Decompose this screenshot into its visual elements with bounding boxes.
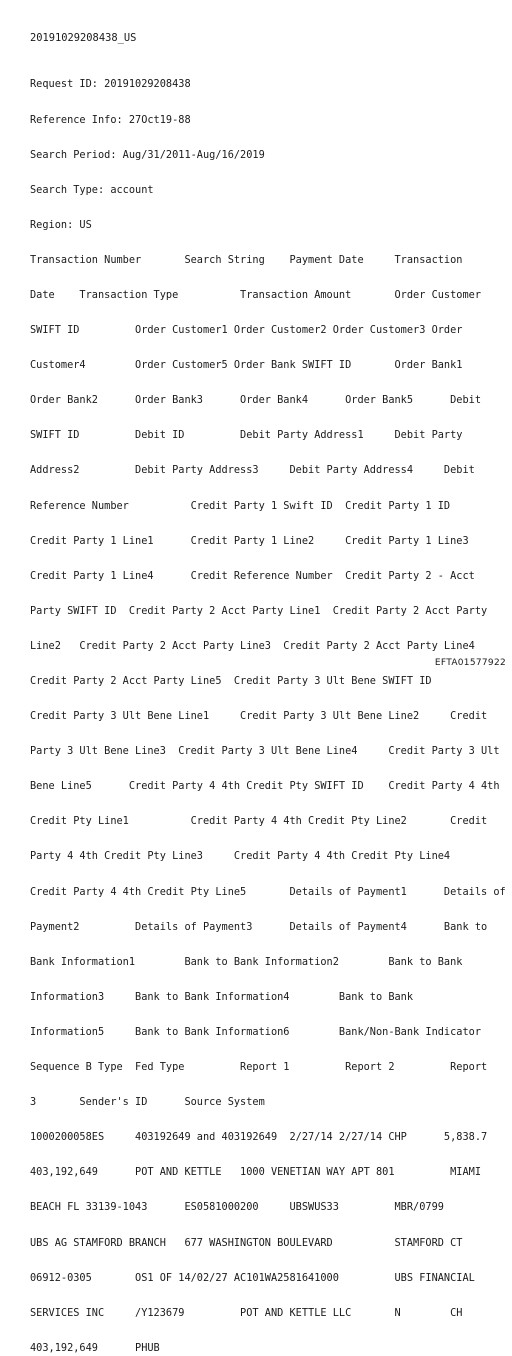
text-line: Search Type: account [30, 183, 154, 196]
text-line: Line2 Credit Party 2 Acct Party Line3 Credit Party 2 Acct Party Line4 [30, 639, 475, 652]
document-body [30, 56, 512, 1356]
document-footer-id: EFTA01577922 [434, 658, 506, 668]
text-line: Reference Number Credit Party 1 Swift ID Credit Party 1 ID [30, 499, 451, 512]
text-line: 403,192,649 PHUB [30, 1341, 160, 1354]
text-line: Date Transaction Type Transaction Amount Order Customer [30, 288, 482, 301]
text-line: Party SWIFT ID Credit Party 2 Acct Party Line1 Credit Party 2 Acct Party [30, 604, 488, 617]
text-line: Party 4 4th Credit Pty Line3 Credit Party 4 4th Credit Pty Line4 [30, 850, 451, 863]
text-line: Transaction Number Search String Payment Date Transaction [30, 253, 463, 266]
text-line: SERVICES INC /Y123679 POT AND KETTLE LLC N CH [30, 1306, 463, 1319]
text-line: Credit Party 1 Line4 Credit Reference Number Credit Party 2 - Acct [30, 569, 475, 582]
text-line: Credit Party 3 Ult Bene Line1 Credit Party 3 Ult Bene Line2 Credit [30, 710, 488, 723]
text-line: 3 Sender's ID Source System [30, 1096, 265, 1109]
text-line: Bene Line5 Credit Party 4 4th Credit Pty SWIFT ID Credit Party 4 4th [30, 780, 500, 793]
text-line: 403,192,649 POT AND KETTLE 1000 VENETIAN WAY APT 801 MIAMI [30, 1166, 482, 1179]
text-line: Information3 Bank to Bank Information4 Bank to Bank [30, 990, 414, 1003]
text-line: Party 3 Ult Bene Line3 Credit Party 3 Ult Bene Line4 Credit Party 3 Ult [30, 745, 500, 758]
text-line: Information5 Bank to Bank Information6 Bank/Non-Bank Indicator [30, 1025, 482, 1038]
text-line: SWIFT ID Debit ID Debit Party Address1 Debit Party [30, 429, 463, 442]
text-line: Credit Party 1 Line1 Credit Party 1 Line2 Credit Party 1 Line3 [30, 534, 469, 547]
text-line: SWIFT ID Order Customer1 Order Customer2 Order Customer3 Order [30, 324, 463, 337]
document-title: 20191029208438_US [30, 32, 137, 44]
text-line: BEACH FL 33139-1043 ES0581000200 UBSWUS33 MBR/0799 [30, 1201, 444, 1214]
text-line: Search Period: Aug/31/2011-Aug/16/2019 [30, 148, 265, 161]
text-line: Credit Party 2 Acct Party Line5 Credit Party 3 Ult Bene SWIFT ID [30, 675, 432, 687]
text-line: Region: US [30, 218, 92, 231]
text-line: Reference Info: 27Oct19-88 [30, 113, 191, 126]
text-line: Payment2 Details of Payment3 Details of Payment4 Bank to [30, 920, 488, 933]
text-line: Credit Party 4 4th Credit Pty Line5 Details of Payment1 Details of [30, 885, 506, 898]
text-line: Request ID: 20191029208438 [30, 78, 191, 91]
text-line: 06912-0305 OS1 OF 14/02/27 AC101WA2581641000 UBS FINANCIAL [30, 1271, 475, 1284]
text-line: Bank Information1 Bank to Bank Information2 Bank to Bank [30, 955, 463, 968]
text-line: 1000200058ES 403192649 and 403192649 2/27/14 2/27/14 CHP 5,838.7 [30, 1131, 488, 1144]
text-line: Address2 Debit Party Address3 Debit Party Address4 Debit [30, 464, 475, 477]
text-line: Order Bank2 Order Bank3 Order Bank4 Order Bank5 Debit [30, 394, 482, 407]
text-line: Credit Pty Line1 Credit Party 4 4th Credit Pty Line2 Credit [30, 815, 488, 828]
text-line: Sequence B Type Fed Type Report 1 Report 2 Report [30, 1061, 488, 1074]
text-line: UBS AG STAMFORD BRANCH 677 WASHINGTON BOULEVARD STAMFORD CT [30, 1236, 463, 1249]
text-line: Customer4 Order Customer5 Order Bank SWIFT ID Order Bank1 [30, 359, 463, 372]
